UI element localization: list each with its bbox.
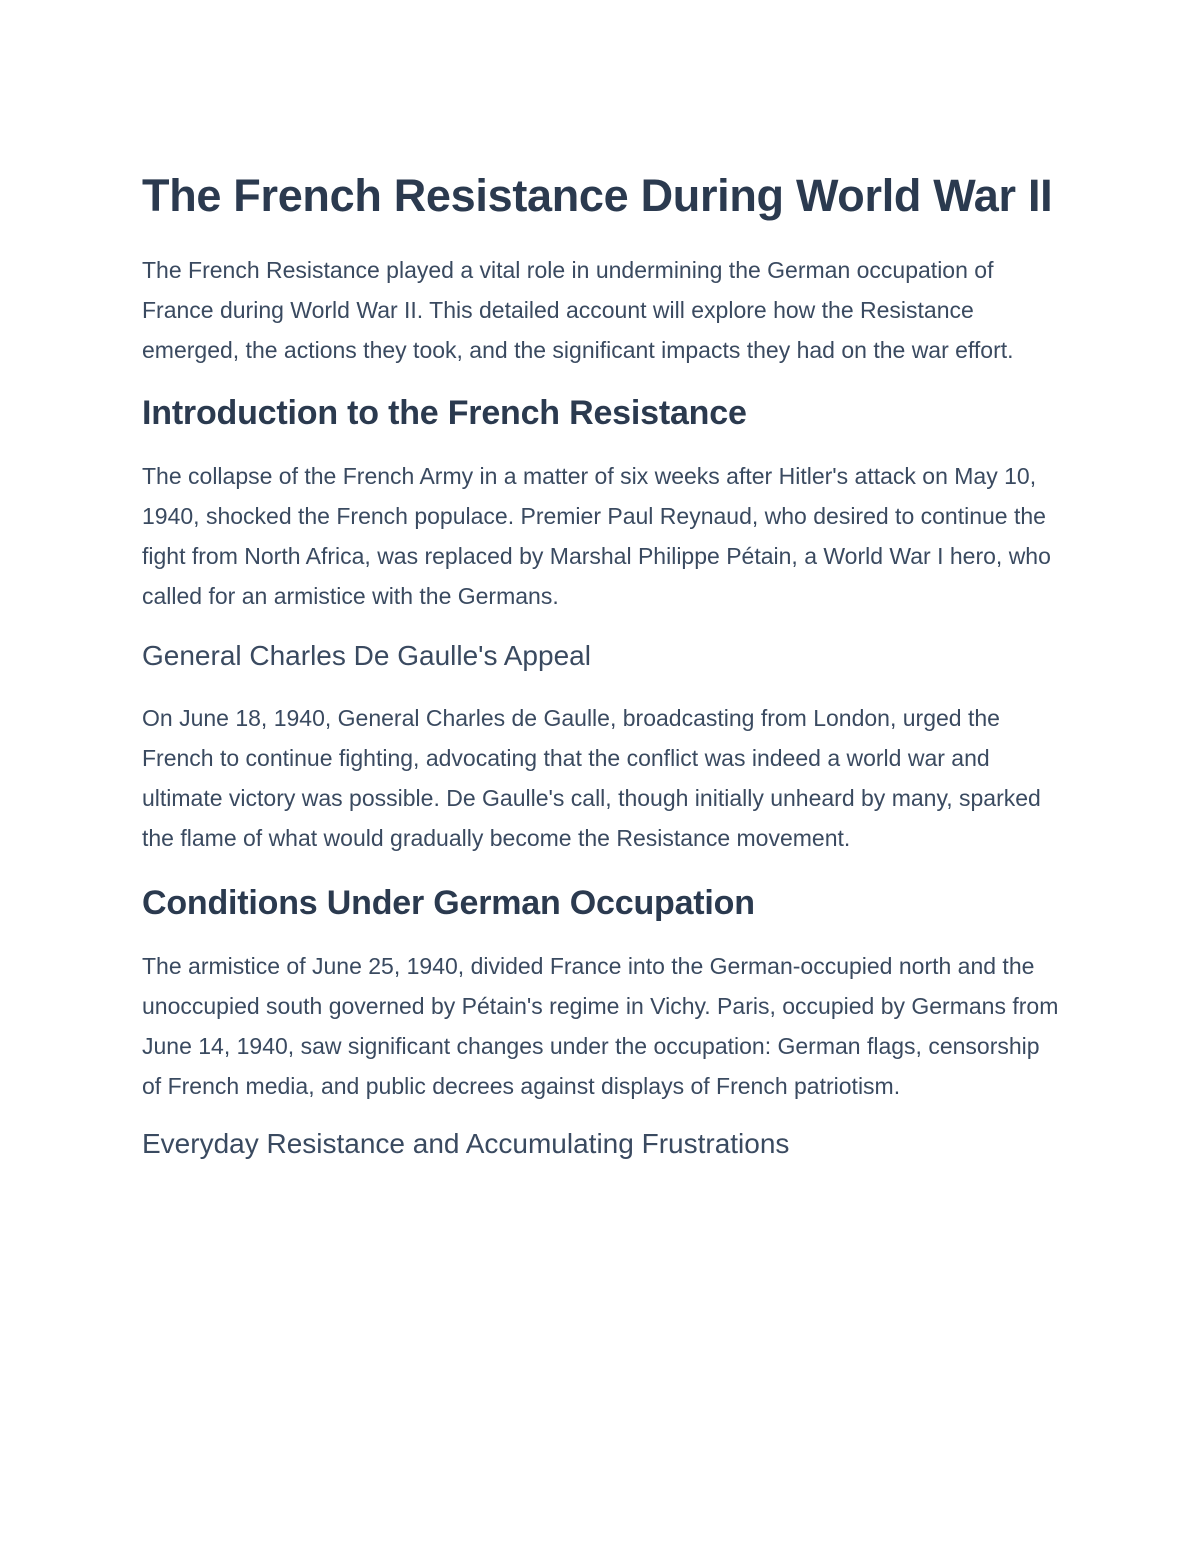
document-title: The French Resistance During World War II [142, 170, 1053, 221]
subsection-paragraph-de-gaulle-appeal: On June 18, 1940, General Charles de Gaulle, broadcasting from London, urged the French to continue fighting, advocating that the conflict was indeed a world war and ultimate victory was possible. De Gaulle's call, though initially unheard by many, sparked the flame of what would gradually become the Resistance movement. [142, 705, 1041, 851]
section-heading-introduction: Introduction to the French Resistance [142, 394, 747, 432]
section-heading-conditions: Conditions Under German Occupation [142, 884, 755, 922]
intro-paragraph: The French Resistance played a vital role in undermining the German occupation of France during World War II. This detailed account will explore how the Resistance emerged, the actions they took, and the significant impacts they had on the war effort. [142, 257, 1014, 363]
document-page [142, 166, 1062, 1162]
subsection-heading-everyday-resistance: Everyday Resistance and Accumulating Frustrations [142, 1128, 790, 1159]
section-paragraph-conditions: The armistice of June 25, 1940, divided France into the German-occupied north and the unoccupied south governed by Pétain's regime in Vichy. Paris, occupied by Germans from June 14, 1940, saw significant changes under the occupation: German flags, censorship of French media, and public decrees against displays of French patriotism. [142, 953, 1059, 1099]
subsection-heading-de-gaulle-appeal: General Charles De Gaulle's Appeal [142, 640, 591, 671]
section-paragraph-introduction: The collapse of the French Army in a matter of six weeks after Hitler's attack on May 10, 1940, shocked the French populace. Premier Paul Reynaud, who desired to continue the fight from North Africa, was replaced by Marshal Philippe Pétain, a World War I hero, who called for an armistice with the Germans. [142, 463, 1051, 609]
